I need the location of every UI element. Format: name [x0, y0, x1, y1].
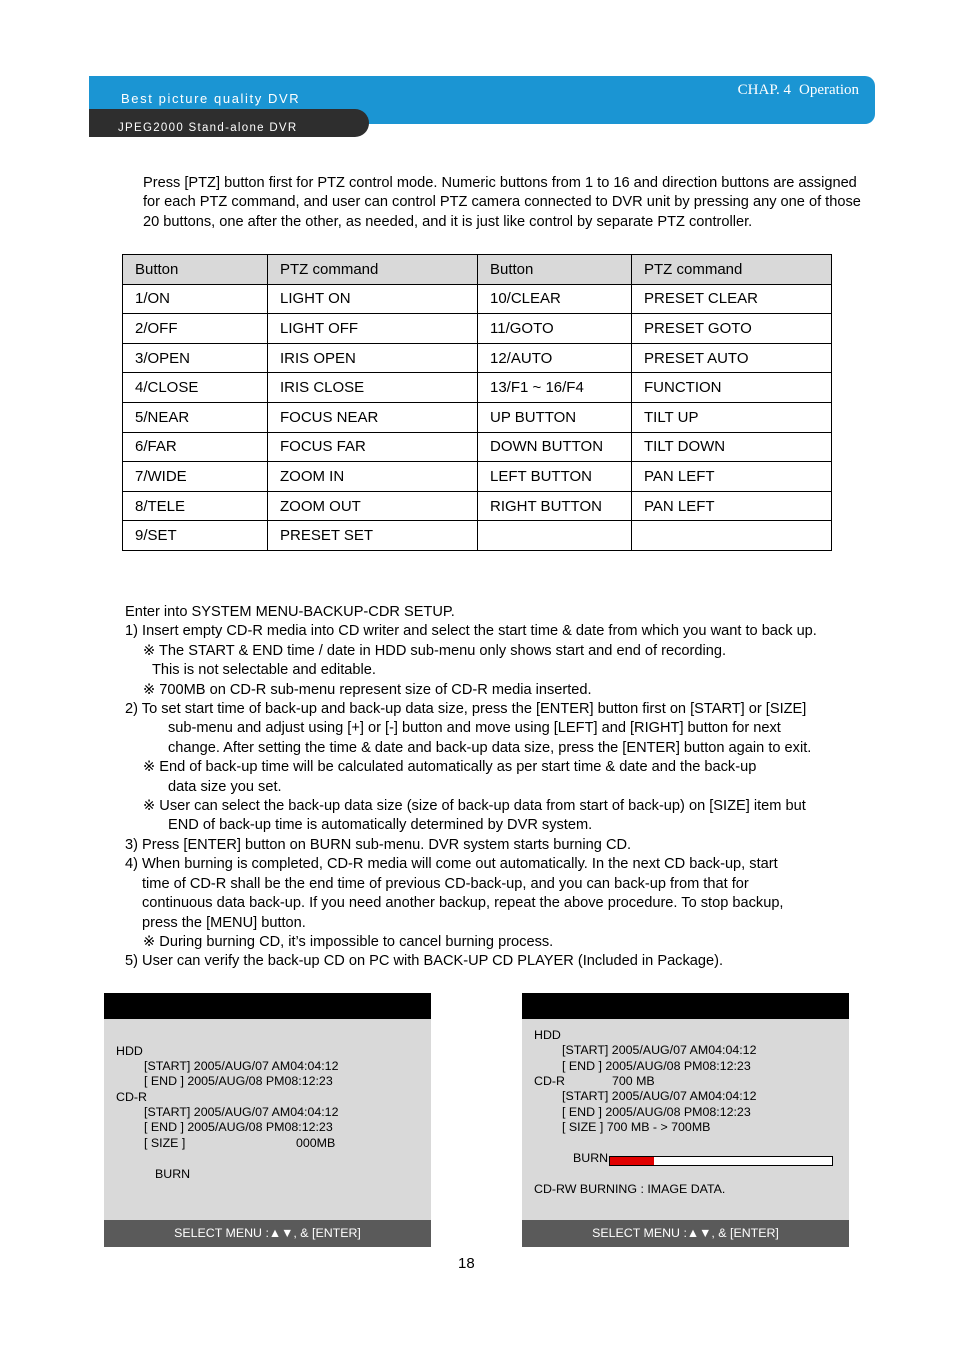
table-header-cell: PTZ command [632, 255, 832, 285]
table-cell: 9/SET [123, 521, 268, 551]
cdr-end[interactable]: [ END ] 2005/AUG/08 PM08:12:23 [144, 1120, 333, 1134]
table-cell: 10/CLEAR [478, 284, 632, 314]
cdr-label: CD-R [116, 1090, 147, 1104]
table-cell: LEFT BUTTON [478, 462, 632, 492]
instruction-line: 3) Press [ENTER] button on BURN sub-menu. DVR system starts burning CD. [125, 836, 632, 853]
table-cell: PRESET CLEAR [632, 284, 832, 314]
instruction-line: press the [MENU] button. [142, 914, 306, 931]
table-cell: ZOOM OUT [268, 491, 478, 521]
table-cell: DOWN BUTTON [478, 432, 632, 462]
instruction-line: This is not selectable and editable. [152, 662, 376, 679]
burn-button[interactable]: BURN [155, 1167, 191, 1181]
instruction-line: ※ User can select the back-up data size (size of back-up data from start of back-up) on [SIZE] item but [143, 798, 806, 815]
table-header-cell: PTZ command [268, 255, 478, 285]
table-cell: 12/AUTO [478, 343, 632, 373]
table-cell [632, 521, 832, 551]
header-subtitle: JPEG2000 Stand-alone DVR [118, 122, 298, 134]
burn-status: CD-RW BURNING : IMAGE DATA. [534, 1182, 726, 1196]
table-cell [478, 521, 632, 551]
cdr-end[interactable]: [ END ] 2005/AUG/08 PM08:12:23 [562, 1105, 751, 1119]
table-row [123, 343, 832, 373]
burn-button[interactable]: BURN [573, 1151, 609, 1165]
instruction-line: ※ 700MB on CD-R sub-menu represent size of CD-R media inserted. [143, 681, 592, 698]
table-cell: PRESET SET [268, 521, 478, 551]
table-cell: 4/CLOSE [123, 373, 268, 403]
burn-progress-fill [610, 1157, 654, 1165]
instruction-line: ※ During burning CD, it’s impossible to cancel burning process. [143, 933, 554, 950]
cdr-setup-panel [104, 993, 431, 1247]
burn-progress-bar [609, 1156, 833, 1166]
table-cell: UP BUTTON [478, 402, 632, 432]
table-cell: PRESET GOTO [632, 314, 832, 344]
table-cell: ZOOM IN [268, 462, 478, 492]
table-cell: PRESET AUTO [632, 343, 832, 373]
table-row [123, 314, 832, 344]
backup-instructions [125, 603, 905, 972]
table-cell: 1/ON [123, 284, 268, 314]
table-row [123, 462, 832, 492]
panel-title-bar [104, 993, 431, 1019]
instruction-line: ※ End of back-up time will be calculated automatically as per start time & date and the back-up [143, 759, 757, 776]
hdd-start[interactable]: [START] 2005/AUG/07 AM04:04:12 [562, 1043, 757, 1057]
panel-footer: SELECT MENU :▲▼, & [ENTER] [104, 1220, 431, 1247]
instruction-line: 2) To set start time of back-up and back-up data size, press the [ENTER] button first on [START] or [SIZE] [125, 701, 807, 718]
table-row [123, 521, 832, 551]
table-cell: 2/OFF [123, 314, 268, 344]
table-cell: 8/TELE [123, 491, 268, 521]
chapter-label [730, 82, 859, 99]
instruction-line: 1) Insert empty CD-R media into CD writer and select the start time & date from which you want to back up. [125, 623, 817, 640]
table-header-cell: Button [478, 255, 632, 285]
table-cell: FUNCTION [632, 373, 832, 403]
instruction-line: 4) When burning is completed, CD-R media will come out automatically. In the next CD back-up, start [125, 856, 778, 873]
instruction-line: END of back-up time is automatically determined by DVR system. [168, 817, 593, 834]
panel-footer: SELECT MENU :▲▼, & [ENTER] [522, 1220, 849, 1247]
table-row [123, 491, 832, 521]
cdr-label: CD-R [534, 1074, 565, 1088]
cdr-media-size: 700 MB [612, 1074, 655, 1088]
table-cell: 6/FAR [123, 432, 268, 462]
hdd-end[interactable]: [ END ] 2005/AUG/08 PM08:12:23 [144, 1074, 333, 1088]
table-cell: 3/OPEN [123, 343, 268, 373]
table-cell: RIGHT BUTTON [478, 491, 632, 521]
header-title: Best picture quality DVR [121, 91, 301, 106]
table-cell: PAN LEFT [632, 462, 832, 492]
size-label[interactable]: [ SIZE ] [144, 1136, 186, 1150]
instruction-line: data size you set. [168, 778, 282, 795]
cdr-start[interactable]: [START] 2005/AUG/07 AM04:04:12 [144, 1105, 339, 1119]
hdd-label: HDD [116, 1044, 143, 1058]
table-row [123, 284, 832, 314]
instruction-line: time of CD-R shall be the end time of previous CD-back-up, and you can back-up from that for [142, 875, 749, 892]
table-cell: IRIS OPEN [268, 343, 478, 373]
table-row [123, 432, 832, 462]
hdd-end[interactable]: [ END ] 2005/AUG/08 PM08:12:23 [562, 1059, 751, 1073]
cdr-burning-panel [522, 993, 849, 1247]
table-cell: 5/NEAR [123, 402, 268, 432]
table-cell: LIGHT ON [268, 284, 478, 314]
table-cell: FOCUS NEAR [268, 402, 478, 432]
chapter-section: Operation [799, 82, 859, 98]
instruction-line: Enter into SYSTEM MENU-BACKUP-CDR SETUP. [125, 604, 455, 620]
cdr-start[interactable]: [START] 2005/AUG/07 AM04:04:12 [562, 1089, 757, 1103]
table-cell: TILT DOWN [632, 432, 832, 462]
chapter-number: CHAP. 4 [737, 82, 792, 98]
instruction-line: 5) User can verify the back-up CD on PC with BACK-UP CD PLAYER (Included in Package). [125, 953, 724, 970]
instruction-line: sub-menu and adjust using [+] or [-] button and move using [LEFT] and [RIGHT] button for next [168, 720, 781, 737]
intro-paragraph: Press [PTZ] button first for PTZ control mode. Numeric buttons from 1 to 16 and direction buttons are assigned for each PTZ command, and user can control PTZ camera connected to DVR unit by pressing any one of those 20 buttons, one after the other, as needed, and it is just like control by separate PTZ controller. [143, 175, 861, 230]
table-row [123, 373, 832, 403]
table-header-cell: Button [123, 255, 268, 285]
table-cell: LIGHT OFF [268, 314, 478, 344]
table-header-row [123, 255, 832, 285]
table-cell: PAN LEFT [632, 491, 832, 521]
panel-title-bar [522, 993, 849, 1019]
size-value[interactable]: 000MB [296, 1136, 336, 1150]
table-cell: 13/F1 ~ 16/F4 [478, 373, 632, 403]
table-cell: FOCUS FAR [268, 432, 478, 462]
instruction-line: ※ The START & END time / date in HDD sub-menu only shows start and end of recording. [143, 642, 726, 659]
table-row [123, 402, 832, 432]
page-number: 18 [458, 1255, 475, 1272]
table-cell: IRIS CLOSE [268, 373, 478, 403]
table-cell: 11/GOTO [478, 314, 632, 344]
hdd-label: HDD [534, 1028, 561, 1042]
instruction-line: change. After setting the time & date and back-up data size, press the [ENTER] button again to exit. [168, 739, 812, 756]
instruction-line: continuous data back-up. If you need another backup, repeat the above procedure. To stop backup, [142, 895, 784, 912]
table-cell: 7/WIDE [123, 462, 268, 492]
hdd-start[interactable]: [START] 2005/AUG/07 AM04:04:12 [144, 1059, 339, 1073]
ptz-command-table [122, 254, 832, 551]
size-line[interactable]: [ SIZE ] 700 MB - > 700MB [562, 1120, 711, 1134]
table-cell: TILT UP [632, 402, 832, 432]
